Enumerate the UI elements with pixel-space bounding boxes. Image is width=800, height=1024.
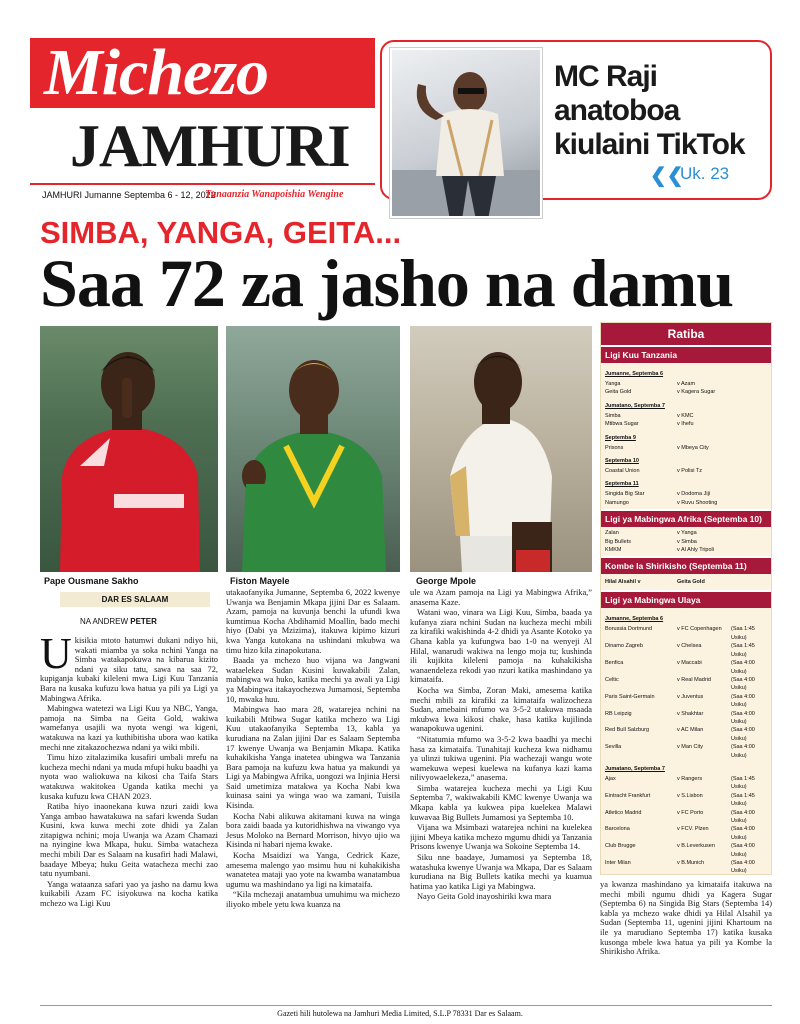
article-column-1 (40, 636, 218, 1004)
confed-fixtures (601, 574, 771, 590)
masthead-title: Michezo (44, 36, 268, 109)
teaser-page-link[interactable]: Uk. 23 (680, 164, 730, 183)
section-uefa-champions-league: Ligi ya Mabingwa Ulaya (601, 592, 771, 608)
story-byline (80, 617, 157, 626)
article-paragraph: Vijana wa Msimbazi watarejea nchini na kuelekea jijini Mbeya katika mchezo mgumu dhidi ya Tanzania Prisons kwenye Uwanja wa Sokoine Septemba 14. (410, 823, 592, 852)
fixture-row: Ajax v Rangers (Saa 1:45 Usiku) (605, 775, 755, 791)
schedule-sidebar (600, 322, 772, 875)
fixture-row: Red Bull Salzburg v AC Milan (Saa 4:00 Usiku) (605, 727, 755, 742)
fixture-row: Benfica v Maccabi (Saa 4:00 Usiku) (605, 660, 755, 675)
fixture-row: Inter Milan v B.Munich (Saa 4:00 Usiku) (605, 860, 755, 875)
story-headline: Saa 72 za jasho na damu (40, 245, 734, 321)
fixture-row: KMKM v Al Ahly Tripoli (605, 547, 714, 554)
fixture-date: Septemba 10 (605, 458, 639, 465)
fixture-row: Hilal Alsahil v Geita Gold (605, 579, 705, 586)
fixture-date: Septemba 11 (605, 481, 639, 488)
fixture-date: Jumanne, Septemba 6 (605, 616, 664, 623)
caf-cl-fixtures (601, 527, 771, 556)
fixture-row: Yanga v Azam (605, 381, 696, 387)
article-paragraph: “Nitatumia mfumo wa 3-5-2 kwa baadhi ya mechi hasa za kimataifa. Tunahitaji kucheza kwa nidhamu ya ulinzi tukiwa ugenini. Pia wachezaji wangu wote wamekuwa wepesi kuelewa na kufanya kazi kama nilivyowaelekeza,” anasema. (410, 734, 592, 783)
teaser-headline: MC Raji anatoboa kiulaini TikTok (554, 60, 745, 161)
drop-cap: U (40, 636, 72, 678)
ligi-kuu-fixtures (601, 363, 771, 509)
article-paragraph: Timu hizo zitalazimika kusafiri umbali mrefu na kucheza mechi ndani ya muda mfupi huku baadhi ya nyota wao waliokuwa na kikosi cha Taifa Stars watakuwa wakitokea Uganda katika mechi ya kusaka kufuzu kwa CHAN 2023. (40, 753, 218, 801)
fixture-row: Atletico Madrid v FC Porto (Saa 4:00 Usiku) (605, 809, 755, 824)
story-kicker: SIMBA, YANGA, GEITA... (40, 215, 402, 250)
footer-rule (40, 1005, 772, 1006)
article-paragraph: Nayo Geita Gold inayoshiriki kwa mara (417, 892, 552, 902)
fixture-row: Eintracht Frankfurt v S.Lisbon (Saa 1:45 Usiku) (605, 792, 755, 808)
fixture-date: Jumatano, Septemba 7 (605, 765, 665, 772)
article-paragraph: Siku nne baadaye, Jumamosi ya Septemba 18, watashuka kwenye Uwanja wa Mkapa, Dar es Salaam kurudiana na Big Bullets katika mechi ya kuamua hatima yao katika Ligi ya Mabingwa. (410, 853, 592, 891)
player-photo-sakho (40, 326, 218, 572)
ucl-fixtures (601, 608, 771, 875)
article-paragraph: Kocha wa Simba, Zoran Maki, amesema katika mechi mbili za kirafiki za kimataifa walizocheza Sudan, amebaini mfumo wa 3-5-2 utakuwa msaada mkubwa kwa kikosi chake, hasa katika kujilinda wanapokuwa ugenini. (410, 685, 592, 734)
chevrons-left-icon: ❮❮ (650, 165, 684, 187)
article-paragraph: Simba watarejea kucheza mechi ya Ligi Kuu Septemba 7, wakiwakabili KMC kwenye Uwanja wa Mkapa kabla ya kukwea pipa kuelekea Malawi kuwavaa Big Bullets Jumamosi ya Septemba 10. (410, 783, 592, 822)
article-paragraph: Kocha Msaidizi wa Yanga, Cedrick Kaze, amesema malengo yao msimu huu ni kuhakikisha wanatetea mataji yao yote na kwamba wanatambua ugumu wa mashindano ya ligi na kimataifa. (226, 851, 400, 889)
section-ligi-kuu: Ligi Kuu Tanzania (601, 347, 771, 363)
fixture-row: Coastal Union v Polisi Tz (605, 468, 702, 475)
byline-prefix: NA ANDREW (80, 617, 129, 626)
photo-caption-3: George Mpole (416, 576, 477, 586)
article-column-4 (600, 880, 772, 1004)
fixture-row: Celtic v Real Madrid (Saa 4:00 Usiku) (605, 676, 755, 692)
fixture-row: Borussia Dortmund v FC Copenhagen (Saa 1:45 Usiku) (605, 626, 755, 641)
teaser-photo (390, 48, 542, 218)
fixture-row: Big Bullets v Simba (605, 538, 697, 545)
article-paragraph: Baada ya mchezo huo vijana wa Jangwani wataelekea Sudan Kusini kuwakabili Zalan, mabingwa wa huko, katika mechi ya awali ya Ligi ya Mabingwa itakayochezwa Jumamosi, Septemba 10, mwaka huu. (226, 656, 400, 704)
fixture-date: Septemba 9 (605, 434, 636, 441)
fixture-date: Jumanne, Septemba 6 (605, 371, 664, 377)
masthead (30, 38, 375, 208)
fixture-row: Sevilla v Man City (Saa 4:00 Usiku) (605, 744, 755, 759)
fixture-row: Dinamo Zagreb v Chelsea (Saa 1:45 Usiku) (605, 643, 755, 658)
photo-caption-2: Fiston Mayele (230, 576, 290, 586)
section-confederation-cup: Kombe la Shirikisho (Septemba 11) (601, 558, 771, 574)
fixture-row: Mtibwa Sugar v Ihefu (605, 421, 694, 428)
player-photo-mayele (226, 326, 400, 572)
article-paragraph: Kocha Nabi alikuwa akitamani kuwa na winga bora zaidi baada ya kutoridhishwa na viwango vya Jesus Moloko na Bernard Morrison, hivyo ujio wa Kisinda ni habari njema kwake. (226, 811, 400, 850)
article-paragraph: Mabingwa watetezi wa Ligi Kuu ya NBC, Yanga, pamoja na Simba na Geita Gold, wakiwa wamefanya usajili wa nyota wengi wa kigeni, watakuwa na kazi ya kuthibitisha ubora wao katika mechi nne zitakazochezwa ndani ya wiki mbili. (40, 704, 218, 752)
article-paragraph: ule wa Azam pamoja na Ligi ya Mabingwa Afrika,” anasema Kaze. (410, 588, 592, 607)
article-paragraph: Ratiba hiyo inaonekana kuwa nzuri zaidi kwa Yanga ambao hawatakuwa na safari kwenda Sudan Kusini, kwa kuwa mechi zote dhidi ya Zalan zitapigwa nchini; moja Uwanja wa Azam Chamazi na nyingine kwa Mkapa, huku. Simba watacheza mechi mbili Dar es Salaam na kusafiri hadi Malawi, baadaye Mbeya; huku Geita watacheza mechi zao tatu nyumbani. (40, 802, 218, 879)
article-paragraph: Watani wao, vinara wa Ligi Kuu, Simba, baada ya kufanya ziara nchini Sudan na kucheza mechi mbili za kirafiki wakishinda 4-2 dhidi ya Asante Kotoko ya Ghana kabla ya kufungwa bao 1-0 na wenyeji Al Hilal, wanarudi wakiwa na lengo moja tu; kushinda ili kujikita kileleni pamoja na kuhakikisha wanaendeleza rekodi yao nzuri katika mashindano ya kimataifa. (410, 608, 592, 685)
player-photo-mpole (410, 326, 592, 572)
article-column-2 (226, 588, 400, 1004)
masthead-slogan: Tunaanzia Wanapoishia Wengine (205, 189, 344, 200)
fixture-row: Namungo v Ruvu Shooting (605, 499, 718, 506)
fixture-row: Singida Big Star v Dodoma Jiji (605, 491, 711, 498)
fixture-row: Geita Gold v Kagera Sugar (605, 389, 716, 396)
schedule-title: Ratiba (601, 323, 771, 345)
masthead-subtitle: JAMHURI (70, 113, 350, 179)
article-paragraph: Ukisikia mtoto hatumwi dukani ndiyo hii, wakati miamba ya soka nchini Yanga na Simba watakapokuwa na kibarua kizito ndani ya siku tatu, sawa na saa 72, kupiganja kubaki kileleni mwa Ligi Kuu Tanzania Bara na kusaka kufuzu kwa hatua ya pili ya Ligi ya Mabingwa Afrika. (40, 636, 218, 703)
fixture-row: Prisons v Mbeya City (605, 444, 709, 451)
issue-dateline: JAMHURI Jumanne Septemba 6 - 12, 2022 (42, 190, 216, 200)
article-paragraph: Yanga wataanza safari yao ya jasho na damu kwa kuikabili Azam FC isiyokuwa na kocha katika mchezo wa Ligi Kuu (40, 879, 218, 909)
article-paragraph: Mabingwa hao mara 28, watarejea nchini na kuikabili Mtibwa Sugar katika mchezo wa Ligi Kuu utakaofanyika Septemba 13, kabla ya kurudiana na Zalan jijini Dar es Salaam Septemba 17 kwenye Uwanja wa Benjamin Mkapa. Katika kuhakikisha Yanga inatetea ubingwa wa Tanzania Bara pamoja na kufuzu kwa hatua ya makundi ya Ligi ya Mabingwa Afrika, uongozi wa Injinia Hersi Said umetimiza matakwa ya Kocha Nabi kwa kuinasa saini ya winga wao wa zamani, Tuisila Kisinda. (226, 705, 400, 811)
photo-caption-1: Pape Ousmane Sakho (44, 576, 139, 586)
fixture-row: Simba v KMC (605, 412, 694, 419)
story-dateline: DAR ES SALAAM (60, 592, 210, 607)
fixture-row: Paris Saint-Germain v Juventus (Saa 4:00 Usiku) (605, 693, 755, 709)
fixture-row: RB Leipzig v Shakhtar (Saa 4:00 Usiku) (605, 710, 755, 725)
article-paragraph: utakaofanyika Jumanne, Septemba 6, 2022 kwenye Uwanja wa Benjamin Mkapa jijini Dar es Salaam. Azam, pamoja na kuvunja benchi la ufundi kwa kumtimua Kocha Abdihamid Moallin, bado mechi hiyo (Dabi ya Mzizima), itakuwa kipimo kizuri kwa Yanga kutokana na ushindani mkubwa wa timu hizo kila zinapokutana. (226, 588, 400, 655)
fixture-row: Barcelona v FCV. Plzen (Saa 4:00 Usiku) (605, 826, 755, 841)
section-caf-champions-league: Ligi ya Mabingwa Afrika (Septemba 10) (601, 511, 771, 527)
byline-name: PETER (130, 617, 157, 626)
article-paragraph: ya kwanza mashindano ya kimataifa itakuwa na mechi mbili ngumu dhidi ya Kagera Sugar (Septemba 6) na Singida Big Stars (Septemba 14) kabla ya mchezo wake dhidi ya Hilal Alsahil ya Sudan (Septemba 11, ugenini jijini Khartoum na ile ya marudiano Septemba 17) katika kusaka kusonga mbele kwa hatua ya pili ya Kombe la Shirikisho Afrika. (600, 880, 772, 957)
article-paragraph: “Kila mchezaji anatambua umuhimu wa michezo iliyoko mbele yetu kwa kuanza na (226, 890, 400, 909)
publisher-footer: Gazeti hili hutolewa na Jamhuri Media Limited, S.L.P 78331 Dar es Salaam. (277, 1009, 523, 1018)
fixture-row: Club Brugge v B.Leverkusen (Saa 4:00 Usiku) (605, 843, 755, 858)
fixture-date: Jumatano, Septemba 7 (605, 402, 665, 409)
fixture-row: Zalan v Yanga (605, 530, 697, 537)
masthead-rule (30, 183, 375, 185)
article-column-3 (410, 588, 592, 1004)
